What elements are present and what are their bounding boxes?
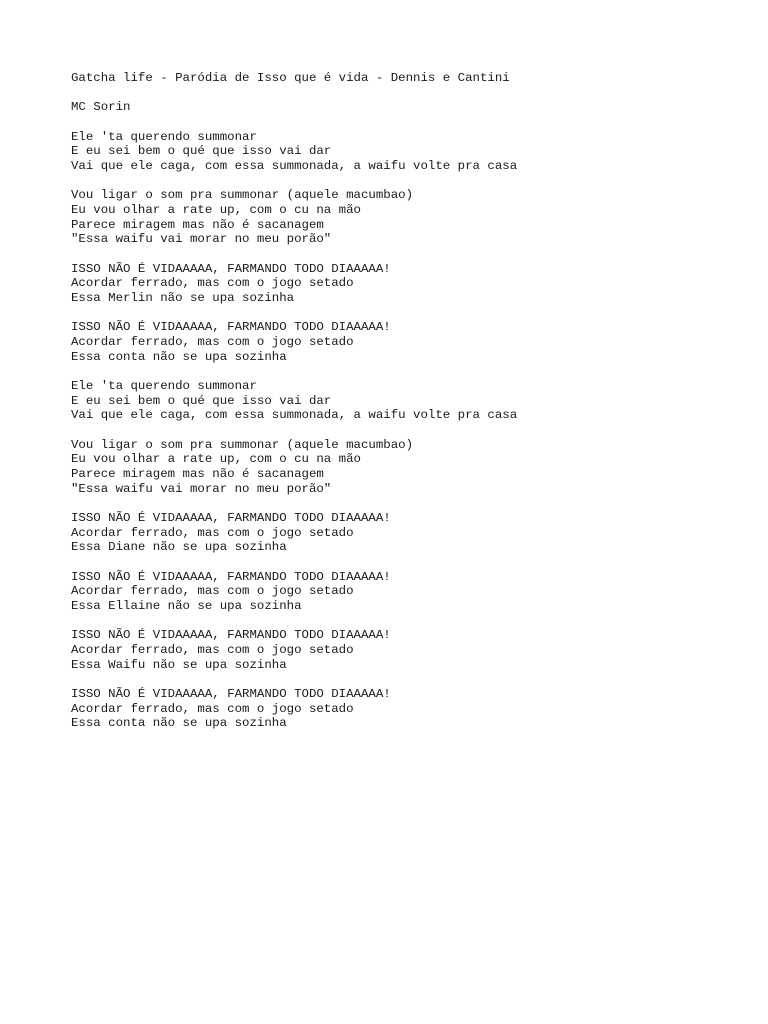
lyric-line: ISSO NÃO É VIDAAAAA, FARMANDO TODO DIAAAAA! [71, 686, 391, 701]
stanza [71, 379, 731, 423]
lyric-line: Acordar ferrado, mas com o jogo setado [71, 276, 354, 291]
lyric-line: Acordar ferrado, mas com o jogo setado [71, 584, 354, 599]
lyric-line: Essa conta não se upa sozinha [71, 349, 287, 364]
stanza [71, 687, 731, 731]
lyric-line: E eu sei bem o qué que isso vai dar [71, 393, 332, 408]
lyric-line: Ele 'ta querendo summonar [71, 129, 257, 144]
document-title-block [71, 71, 731, 86]
stanza [71, 320, 731, 364]
stanza [71, 262, 731, 306]
lyric-line: Parece miragem mas não é sacanagem [71, 217, 324, 232]
document-page [71, 71, 731, 746]
lyric-line: Parece miragem mas não é sacanagem [71, 466, 324, 481]
lyric-line: Ele 'ta querendo summonar [71, 378, 257, 393]
lyric-line: Acordar ferrado, mas com o jogo setado [71, 642, 354, 657]
lyric-line: E eu sei bem o qué que isso vai dar [71, 144, 332, 159]
lyric-line: "Essa waifu vai morar no meu porão" [71, 232, 332, 247]
stanza [71, 570, 731, 614]
lyric-line: Essa Merlin não se upa sozinha [71, 290, 295, 305]
stanza [71, 511, 731, 555]
lyric-line: Essa Waifu não se upa sozinha [71, 657, 287, 672]
lyric-line: Eu vou olhar a rate up, com o cu na mão [71, 202, 361, 217]
lyric-line: Essa Ellaine não se upa sozinha [71, 598, 302, 613]
lyric-line: "Essa waifu vai morar no meu porão" [71, 481, 332, 496]
lyric-line: ISSO NÃO É VIDAAAAA, FARMANDO TODO DIAAAAA! [71, 261, 391, 276]
document-author-block [71, 100, 731, 115]
lyric-line: Essa Diane não se upa sozinha [71, 540, 287, 555]
lyric-line: Eu vou olhar a rate up, com o cu na mão [71, 452, 361, 467]
document-author: MC Sorin [71, 100, 131, 115]
lyric-line: Acordar ferrado, mas com o jogo setado [71, 334, 354, 349]
lyric-line: ISSO NÃO É VIDAAAAA, FARMANDO TODO DIAAAAA! [71, 320, 391, 335]
lyric-line: ISSO NÃO É VIDAAAAA, FARMANDO TODO DIAAAAA! [71, 510, 391, 525]
lyric-line: Acordar ferrado, mas com o jogo setado [71, 701, 354, 716]
lyric-line: Vai que ele caga, com essa summonada, a waifu volte pra casa [71, 158, 518, 173]
lyric-line: ISSO NÃO É VIDAAAAA, FARMANDO TODO DIAAAAA! [71, 628, 391, 643]
lyric-line: Vou ligar o som pra summonar (aquele macumbao) [71, 188, 414, 203]
lyric-line: Vou ligar o som pra summonar (aquele macumbao) [71, 437, 414, 452]
stanza [71, 130, 731, 174]
lyric-line: Vai que ele caga, com essa summonada, a waifu volte pra casa [71, 408, 518, 423]
document-title: Gatcha life - Paródia de Isso que é vida - Dennis e Cantini [71, 71, 510, 85]
lyric-line: ISSO NÃO É VIDAAAAA, FARMANDO TODO DIAAAAA! [71, 569, 391, 584]
lyric-line: Essa conta não se upa sozinha [71, 716, 287, 731]
stanza [71, 628, 731, 672]
stanza [71, 188, 731, 247]
stanza [71, 438, 731, 497]
lyric-line: Acordar ferrado, mas com o jogo setado [71, 525, 354, 540]
